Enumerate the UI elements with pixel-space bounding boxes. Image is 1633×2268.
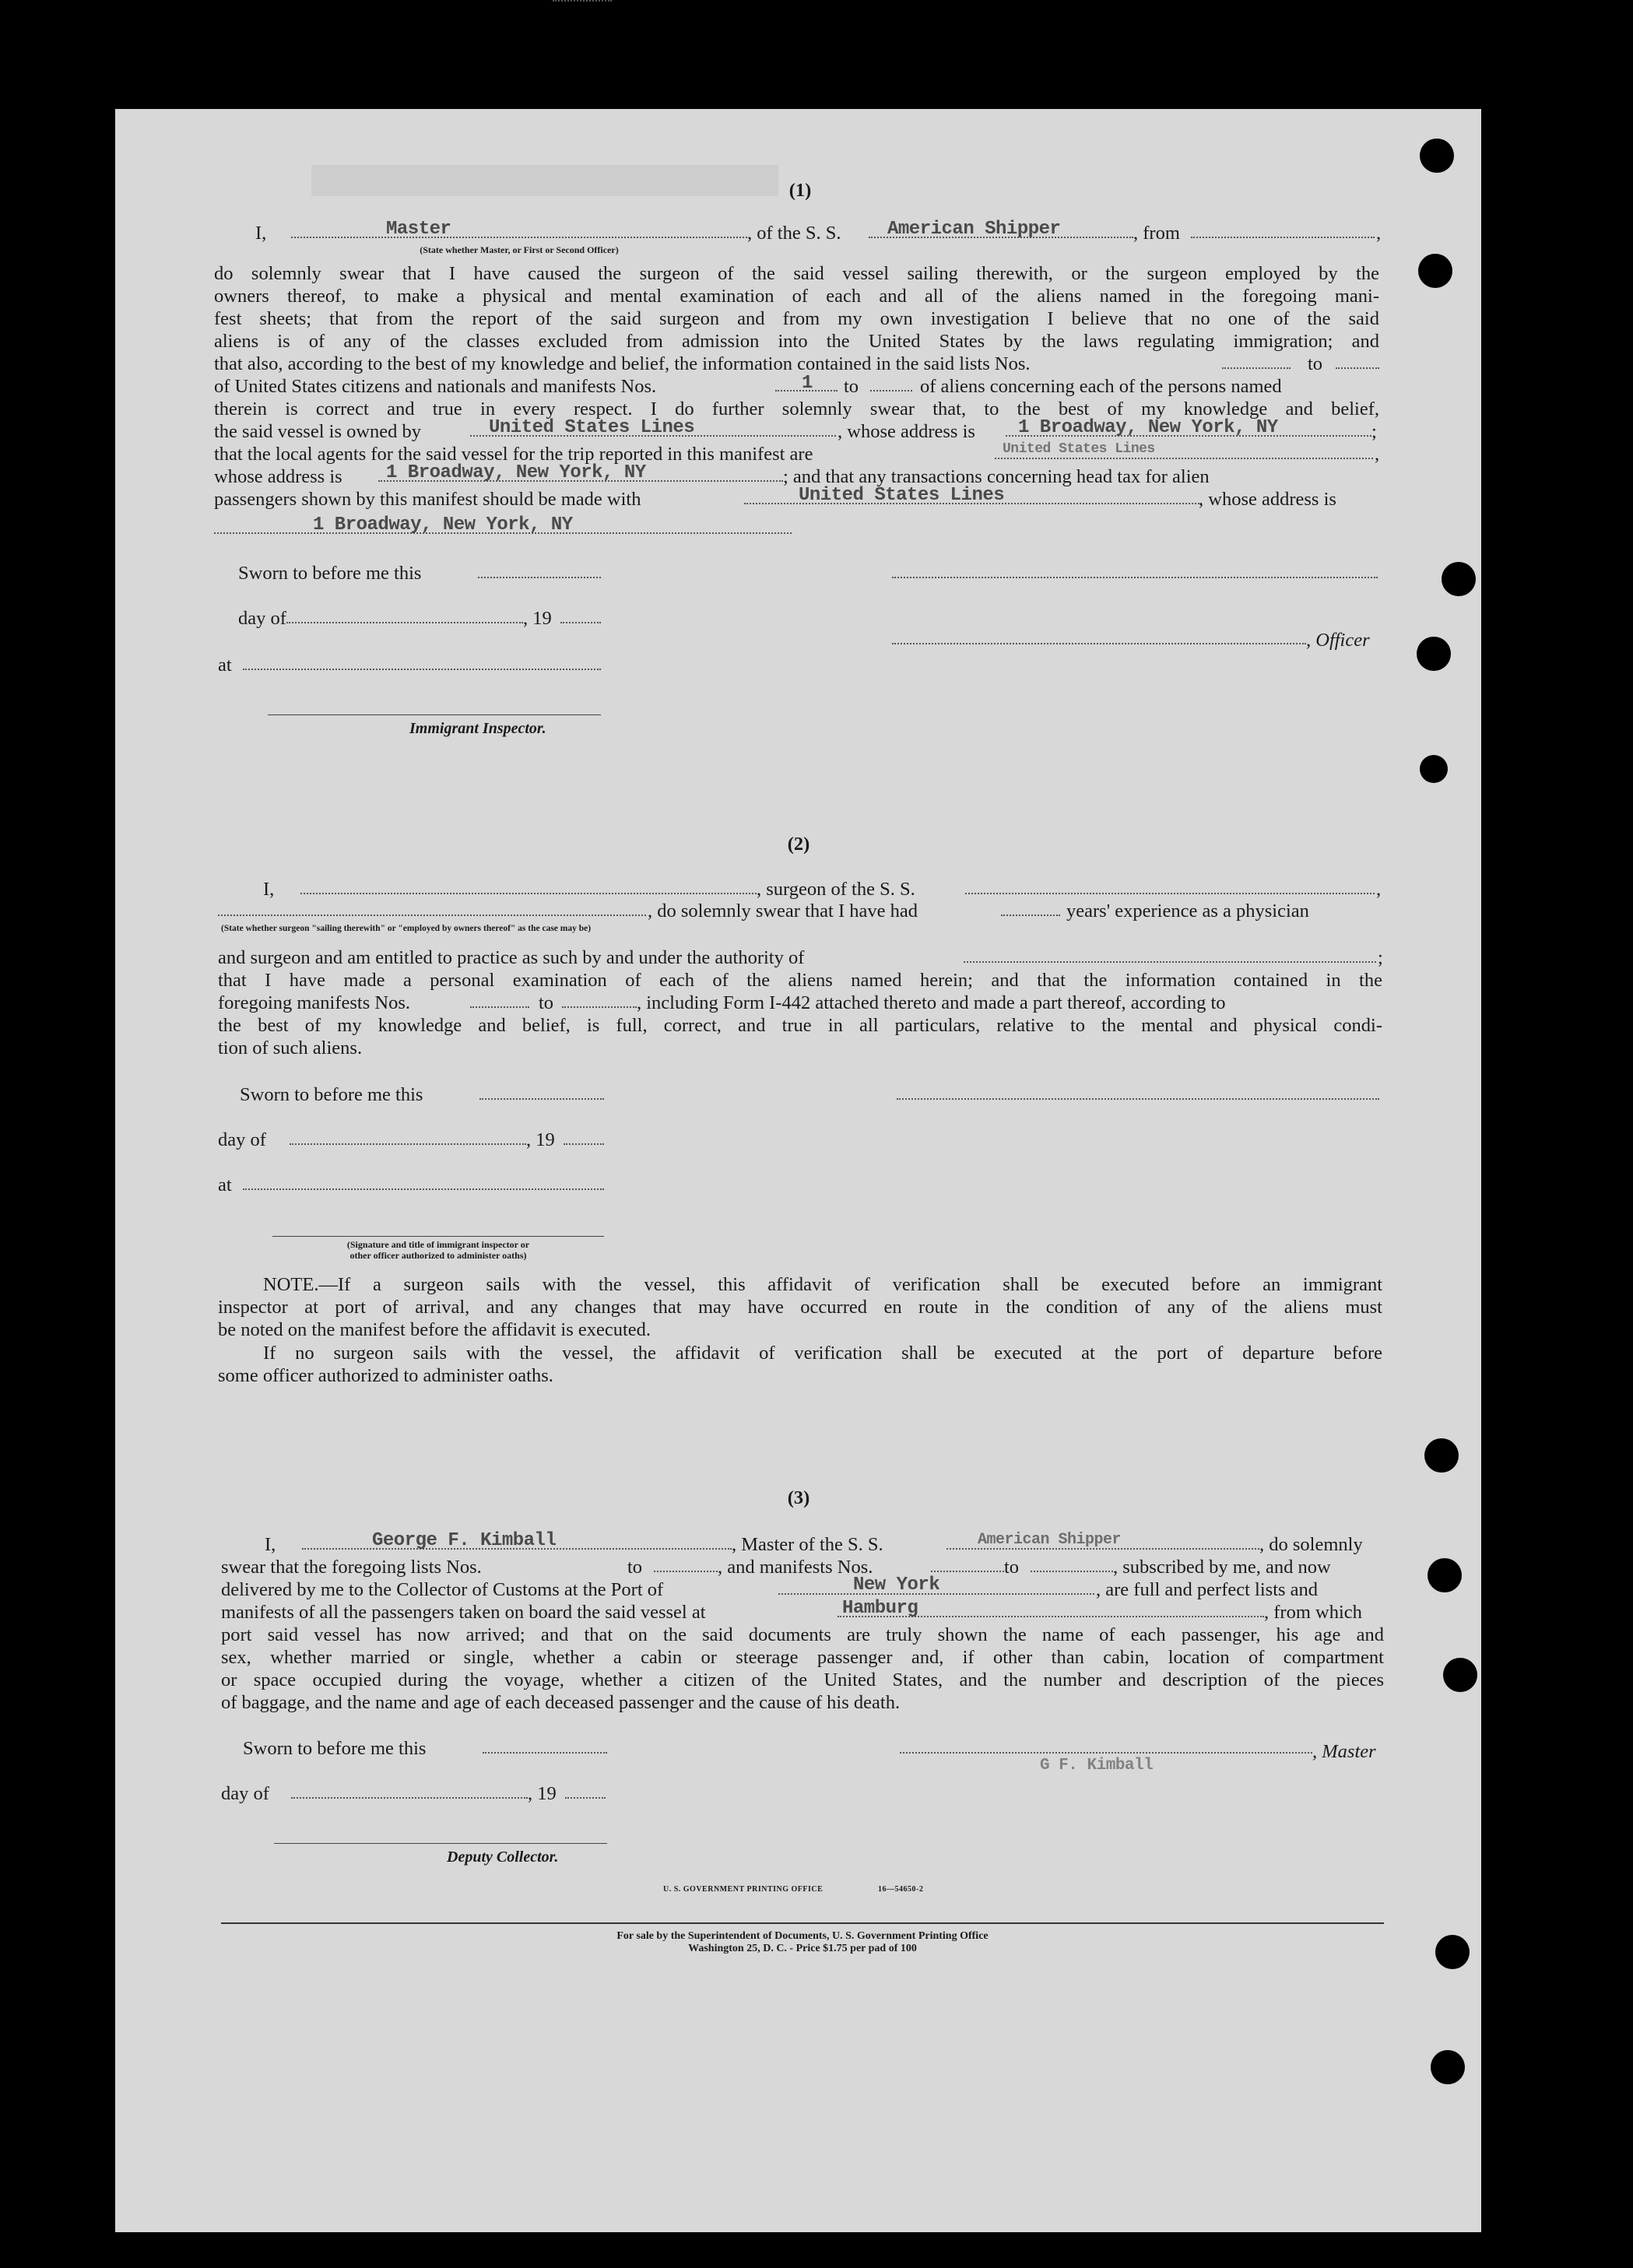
bleed-through-shadow xyxy=(311,165,778,196)
punch-hole xyxy=(1428,1558,1462,1592)
s2-line-3-to: to xyxy=(539,992,554,1013)
s2-sworn-line xyxy=(479,1098,604,1100)
s1-agents: United States Lines xyxy=(1003,441,1155,457)
s1-lists-to-line xyxy=(1336,367,1379,369)
s2-name-line xyxy=(300,893,757,894)
punch-hole xyxy=(1442,562,1476,596)
s2-sworn: Sworn to before me this xyxy=(240,1084,423,1105)
s2-line-5: tion of such aliens. xyxy=(218,1037,363,1059)
s3-collector: Deputy Collector. xyxy=(447,1848,559,1866)
s1-lists-from-line xyxy=(1222,367,1291,369)
s3-collector-sig-line xyxy=(274,1843,607,1844)
footer-gpo: U. S. GOVERNMENT PRINTING OFFICE xyxy=(663,1885,824,1894)
s1-officer-sig-line-2 xyxy=(892,643,1306,644)
s2-line-1: and surgeon and am entitled to practice as such by and under the authority of xyxy=(218,947,805,968)
s1-inspector: Immigrant Inspector. xyxy=(409,720,546,737)
s1-inspector-sig-line xyxy=(268,714,601,715)
s3-line-6: or space occupied during the voyage, whether a citizen of the United States, and the number and description of the pieces xyxy=(221,1669,1384,1690)
s1-day-line xyxy=(286,622,523,623)
s3-sworn: Sworn to before me this xyxy=(243,1738,427,1759)
s2-note-5: some officer authorized to administer oaths. xyxy=(218,1365,553,1386)
s1-rank: Master xyxy=(386,219,451,240)
s3-lists-from-line xyxy=(553,0,612,2)
s2-semi: ; xyxy=(1378,947,1383,968)
s2-note-1: NOTE.—If a surgeon sails with the vessel, this affidavit of verification shall be executed before an immigrant xyxy=(263,1274,1382,1295)
s2-manifest-to-line xyxy=(562,1006,637,1008)
s1-line-11: passengers shown by this manifest should be made with xyxy=(214,489,641,510)
s3-line-1b: , and manifests Nos. xyxy=(718,1557,873,1578)
s2-status-line xyxy=(218,915,646,916)
footer-sale-1: For sale by the Superintendent of Documents, U. S. Government Printing Office xyxy=(616,1930,989,1942)
s1-headtax: United States Lines xyxy=(799,485,1005,506)
footer-rule xyxy=(221,1922,1384,1924)
s1-line-1: do solemnly swear that I have caused the surgeon of the said vessel sailing therewith, or the surgeon employed by the xyxy=(214,263,1379,284)
s3-line-7: of baggage, and the name and age of each deceased passenger and the cause of his death. xyxy=(221,1692,901,1713)
s2-at: at xyxy=(218,1174,232,1195)
s3-line-4: port said vessel has now arrived; and that on the said documents are truly shown the name of each passenger, his age and xyxy=(221,1624,1384,1645)
s3-i: I, xyxy=(265,1534,276,1555)
s1-i: I, xyxy=(255,223,267,244)
s1-day-of: day of xyxy=(238,608,286,629)
s2-i: I, xyxy=(263,879,275,900)
punch-hole xyxy=(1424,1438,1459,1473)
s2-caption: (State whether surgeon "sailing therewith" or "employed by owners thereof" as the case may be) xyxy=(221,924,592,933)
s3-year: , 19 xyxy=(528,1783,557,1804)
s2-sig-caption-1: (Signature and title of immigrant inspector or xyxy=(346,1239,530,1250)
s1-manifest-to-line xyxy=(870,390,912,391)
s3-line-2b: , are full and perfect lists and xyxy=(1096,1579,1319,1600)
s2-year-line xyxy=(564,1143,604,1145)
s1-at: at xyxy=(218,655,232,676)
section-3-heading: (3) xyxy=(787,1487,810,1508)
s1-line-3: fest sheets; that from the report of the said surgeon and from my own investigation I believe that no one of the said xyxy=(214,308,1379,329)
s1-sworn: Sworn to before me this xyxy=(238,563,422,584)
s1-officer: , Officer xyxy=(1306,630,1370,651)
s2-years: years' experience as a physician xyxy=(1066,901,1309,922)
s3-line-3b: , from which xyxy=(1264,1602,1362,1623)
s2-sig-caption-2: other officer authorized to administer oaths) xyxy=(349,1250,527,1261)
s1-line-5-to: to xyxy=(1308,353,1323,374)
punch-hole xyxy=(1417,637,1451,671)
s1-of-ss: , of the S. S. xyxy=(747,223,841,244)
punch-hole xyxy=(1418,254,1452,288)
s1-at-line xyxy=(243,669,601,670)
s2-day-of: day of xyxy=(218,1129,266,1150)
footer-sale-2: Washington 25, D. C. - Price $1.75 per pad of 100 xyxy=(688,1943,917,1954)
s2-note-4: If no surgeon sails with the vessel, the affidavit of verification shall be executed at the port of departure before xyxy=(263,1343,1382,1364)
s2-line-4: the best of my knowledge and belief, is full, correct, and true in all particulars, relative to the mental and physical condi- xyxy=(218,1015,1382,1036)
s3-master-name: George F. Kimball xyxy=(372,1530,557,1551)
s1-rank-line xyxy=(291,237,747,238)
s2-line-3: foregoing manifests Nos. xyxy=(218,992,410,1013)
s2-inspector-sig-line xyxy=(272,1236,604,1237)
s1-manifest-from: 1 xyxy=(802,373,813,394)
s1-agents-addr: 1 Broadway, New York, NY xyxy=(386,462,646,483)
s3-day-of: day of xyxy=(221,1783,269,1804)
s1-line-8b: , whose address is xyxy=(838,421,975,442)
s1-ship: American Shipper xyxy=(887,219,1061,240)
s1-line-6b: of aliens concerning each of the persons named xyxy=(920,376,1282,397)
s3-day-line xyxy=(291,1797,528,1799)
s1-sworn-line xyxy=(478,577,601,578)
s3-manifest-from-line xyxy=(931,1571,1004,1572)
s2-line-3b: , including Form I-442 attached thereto and made a part thereof, according to xyxy=(637,992,1226,1013)
section-1-heading: (1) xyxy=(788,180,812,201)
s3-solemnly: , do solemnly xyxy=(1259,1534,1363,1555)
s2-manifest-from-line xyxy=(470,1006,529,1008)
s3-line-1-to: to xyxy=(627,1557,643,1578)
s1-line-6-to: to xyxy=(844,376,859,397)
section-2-heading: (2) xyxy=(787,834,810,855)
s1-line-6: of United States citizens and nationals and manifests Nos. xyxy=(214,376,657,397)
s3-line-1-to2: to xyxy=(1004,1557,1020,1578)
s1-line-4: aliens is of any of the classes excluded from admission into the United States by the laws regulating immigration; and xyxy=(214,331,1379,352)
s1-line-5: that also, according to the best of my knowledge and belief, the information contained in the said lists Nos. xyxy=(214,353,1031,374)
s3-master-sig: G F. Kimball xyxy=(1040,1757,1154,1775)
s3-master-sig-line xyxy=(900,1752,1312,1754)
s2-day-line xyxy=(290,1143,526,1145)
punch-hole xyxy=(1431,2050,1465,2084)
s1-line-8-semi: ; xyxy=(1371,421,1377,442)
punch-hole xyxy=(1443,1658,1477,1692)
s2-note-2: inspector at port of arrival, and any changes that may have occurred en route in the condition of any of the aliens must xyxy=(218,1297,1382,1318)
s1-line-10: whose address is xyxy=(214,466,342,487)
s3-lists-to-line xyxy=(654,1571,718,1572)
punch-hole xyxy=(1420,139,1454,173)
s2-note-3: be noted on the manifest before the affidavit is executed. xyxy=(218,1319,651,1340)
s1-rank-caption: (State whether Master, or First or Second Officer) xyxy=(420,244,619,255)
s1-from: , from xyxy=(1133,223,1180,244)
s1-line-2: owners thereof, to make a physical and mental examination of each and all of the aliens named in the foregoing mani- xyxy=(214,286,1379,307)
s1-line-10b: ; and that any transactions concerning head tax for alien xyxy=(783,466,1210,487)
s1-line-9-comma: , xyxy=(1375,444,1380,465)
s1-officer-sig-line-1 xyxy=(892,577,1378,578)
s3-port: New York xyxy=(853,1575,940,1596)
s1-headtax-addr: 1 Broadway, New York, NY xyxy=(313,514,573,535)
s3-line-3: manifests of all the passengers taken on board the said vessel at xyxy=(221,1602,706,1623)
s3-departure: Hamburg xyxy=(842,1598,918,1619)
punch-hole xyxy=(1435,1935,1470,1969)
s3-line-5: sex, whether married or single, whether a cabin or steerage passenger and, if other than cabin, location of compartment xyxy=(221,1647,1384,1668)
s1-year: , 19 xyxy=(523,608,552,629)
s2-sig-line xyxy=(897,1098,1379,1100)
s2-line-2: that I have made a personal examination of each of the aliens named herein; and that the information contained in the xyxy=(218,970,1382,991)
s3-line-2: delivered by me to the Collector of Customs at the Port of xyxy=(221,1579,664,1600)
s1-year-line xyxy=(560,622,601,623)
s3-line-1: swear that the foregoing lists Nos. xyxy=(221,1557,482,1578)
s1-line-8: the said vessel is owned by xyxy=(214,421,422,442)
s2-years-line xyxy=(1001,915,1060,916)
s2-year: , 19 xyxy=(526,1129,555,1150)
s1-line-7: therein is correct and true in every respect. I do further solemnly swear that, to the best of my knowledge and belief, xyxy=(214,398,1379,420)
punch-hole xyxy=(1420,755,1448,783)
s1-line-11b: , whose address is xyxy=(1199,489,1336,510)
s3-line-1c: , subscribed by me, and now xyxy=(1113,1557,1331,1578)
s3-ship: American Shipper xyxy=(978,1531,1122,1549)
s1-owner-addr: 1 Broadway, New York, NY xyxy=(1018,417,1278,438)
s1-from-line xyxy=(1191,237,1375,238)
s2-surgeon-of: , surgeon of the S. S. xyxy=(757,879,915,900)
s1-from-comma: , xyxy=(1376,223,1382,244)
s3-master: , Master xyxy=(1312,1741,1376,1762)
s2-authority-line xyxy=(964,961,1376,963)
s3-manifest-to-line xyxy=(1031,1571,1113,1572)
s3-sworn-line xyxy=(483,1752,607,1754)
s2-swear: , do solemnly swear that I have had xyxy=(648,901,918,922)
s3-year-line xyxy=(565,1797,606,1799)
s1-owner: United States Lines xyxy=(489,417,695,438)
s2-ship-line xyxy=(965,893,1375,894)
s2-at-line xyxy=(243,1188,604,1190)
s1-line-9: that the local agents for the said vessel for the trip reported in this manifest are xyxy=(214,444,813,465)
footer-form-number: 16—54650-2 xyxy=(878,1885,924,1894)
s2-comma: , xyxy=(1376,879,1382,900)
s3-master-of: , Master of the S. S. xyxy=(732,1534,883,1555)
